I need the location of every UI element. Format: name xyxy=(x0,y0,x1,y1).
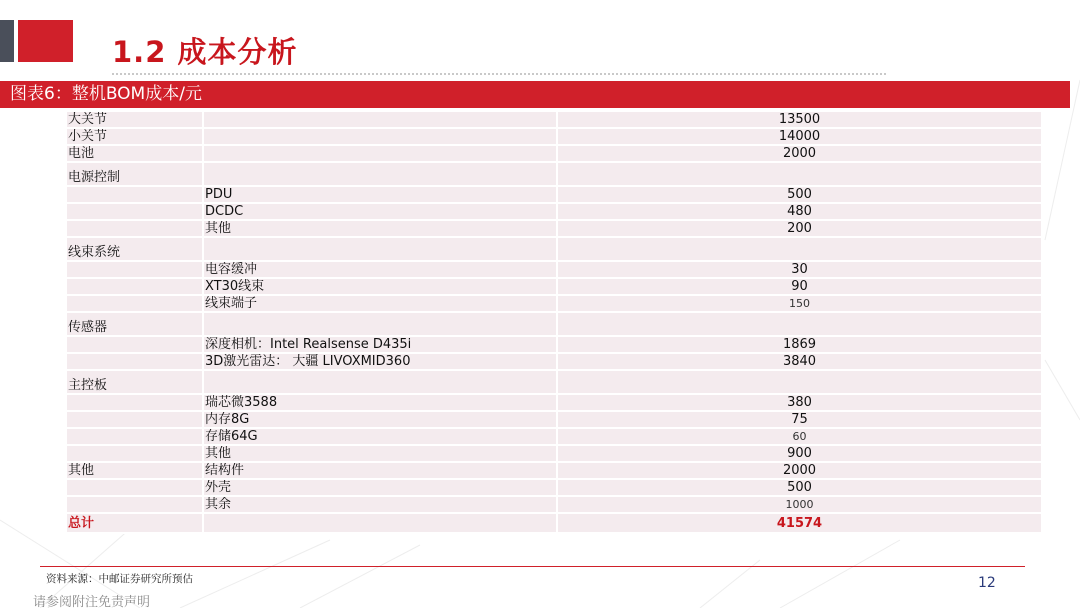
row-item: 内存8G xyxy=(203,411,557,428)
bom-cost-table xyxy=(65,110,1043,534)
row-value: 90 xyxy=(557,278,1042,295)
figure-caption-bar xyxy=(0,81,1070,108)
row-category: 小关节 xyxy=(66,128,203,145)
row-value: 30 xyxy=(557,261,1042,278)
table-row xyxy=(66,220,1042,237)
row-item: 外壳 xyxy=(203,479,557,496)
table-row xyxy=(66,261,1042,278)
table-row xyxy=(66,145,1042,162)
row-category xyxy=(66,295,203,312)
table-row xyxy=(66,336,1042,353)
row-item xyxy=(203,237,557,261)
row-category xyxy=(66,496,203,513)
row-item: 瑞芯微3588 xyxy=(203,394,557,411)
row-value: 200 xyxy=(557,220,1042,237)
row-value: 13500 xyxy=(557,111,1042,128)
source-note: 资料来源：中邮证券研究所预估 xyxy=(46,573,193,585)
row-item xyxy=(203,312,557,336)
table-row xyxy=(66,411,1042,428)
table-row xyxy=(66,496,1042,513)
row-value: 3840 xyxy=(557,353,1042,370)
table-row xyxy=(66,394,1042,411)
row-item: 其他 xyxy=(203,445,557,462)
row-category xyxy=(66,394,203,411)
table-row xyxy=(66,462,1042,479)
row-value: 75 xyxy=(557,411,1042,428)
table-row xyxy=(66,111,1042,128)
table-row xyxy=(66,353,1042,370)
row-item xyxy=(203,145,557,162)
row-item xyxy=(203,128,557,145)
table-row xyxy=(66,278,1042,295)
row-value: 900 xyxy=(557,445,1042,462)
row-category xyxy=(66,336,203,353)
table-row xyxy=(66,370,1042,394)
row-item: 深度相机：Intel Realsense D435i xyxy=(203,336,557,353)
row-value: 500 xyxy=(557,186,1042,203)
row-value: 2000 xyxy=(557,462,1042,479)
table-row xyxy=(66,312,1042,336)
row-category xyxy=(66,445,203,462)
logo-gray-block xyxy=(0,20,14,62)
row-value: 380 xyxy=(557,394,1042,411)
page-title: 1.2 成本分析 xyxy=(112,35,298,69)
row-item: 线束端子 xyxy=(203,295,557,312)
row-item: PDU xyxy=(203,186,557,203)
row-category xyxy=(66,278,203,295)
row-category: 其他 xyxy=(66,462,203,479)
row-category xyxy=(66,428,203,445)
row-item: XT30线束 xyxy=(203,278,557,295)
total-item-empty xyxy=(203,513,557,533)
row-category xyxy=(66,411,203,428)
row-item: 电容缓冲 xyxy=(203,261,557,278)
table-row xyxy=(66,295,1042,312)
row-value: 150 xyxy=(557,295,1042,312)
table-row xyxy=(66,203,1042,220)
row-category xyxy=(66,479,203,496)
row-category xyxy=(66,203,203,220)
table-row xyxy=(66,128,1042,145)
row-value xyxy=(557,162,1042,186)
row-item xyxy=(203,111,557,128)
row-value: 500 xyxy=(557,479,1042,496)
row-category: 主控板 xyxy=(66,370,203,394)
row-item: 其他 xyxy=(203,220,557,237)
table-row xyxy=(66,186,1042,203)
row-category: 传感器 xyxy=(66,312,203,336)
row-item xyxy=(203,370,557,394)
row-value: 480 xyxy=(557,203,1042,220)
row-category xyxy=(66,220,203,237)
row-category: 电池 xyxy=(66,145,203,162)
disclaimer-text: 请参阅附注免责声明 xyxy=(33,595,151,610)
table-row xyxy=(66,237,1042,261)
table-row xyxy=(66,479,1042,496)
row-category xyxy=(66,261,203,278)
row-category: 大关节 xyxy=(66,111,203,128)
row-item: 其余 xyxy=(203,496,557,513)
row-item: 结构件 xyxy=(203,462,557,479)
row-category: 线束系统 xyxy=(66,237,203,261)
title-divider xyxy=(112,73,886,75)
row-value: 2000 xyxy=(557,145,1042,162)
row-value xyxy=(557,312,1042,336)
row-item: 存储64G xyxy=(203,428,557,445)
row-value xyxy=(557,237,1042,261)
table-row xyxy=(66,445,1042,462)
row-category: 电源控制 xyxy=(66,162,203,186)
total-label: 总计 xyxy=(66,513,203,533)
row-value: 1869 xyxy=(557,336,1042,353)
page-number: 12 xyxy=(978,575,996,591)
row-value: 60 xyxy=(557,428,1042,445)
row-item: DCDC xyxy=(203,203,557,220)
row-category xyxy=(66,186,203,203)
total-value: 41574 xyxy=(557,513,1042,533)
row-item xyxy=(203,162,557,186)
total-row xyxy=(66,513,1042,533)
footer-divider xyxy=(40,566,1025,567)
row-value: 1000 xyxy=(557,496,1042,513)
row-item: 3D激光雷达： 大疆 LIVOXMID360 xyxy=(203,353,557,370)
row-category xyxy=(66,353,203,370)
table-row xyxy=(66,162,1042,186)
figure-caption: 图表6：整机BOM成本/元 xyxy=(10,84,202,104)
table-row xyxy=(66,428,1042,445)
logo-red-block xyxy=(18,20,73,62)
row-value xyxy=(557,370,1042,394)
row-value: 14000 xyxy=(557,128,1042,145)
